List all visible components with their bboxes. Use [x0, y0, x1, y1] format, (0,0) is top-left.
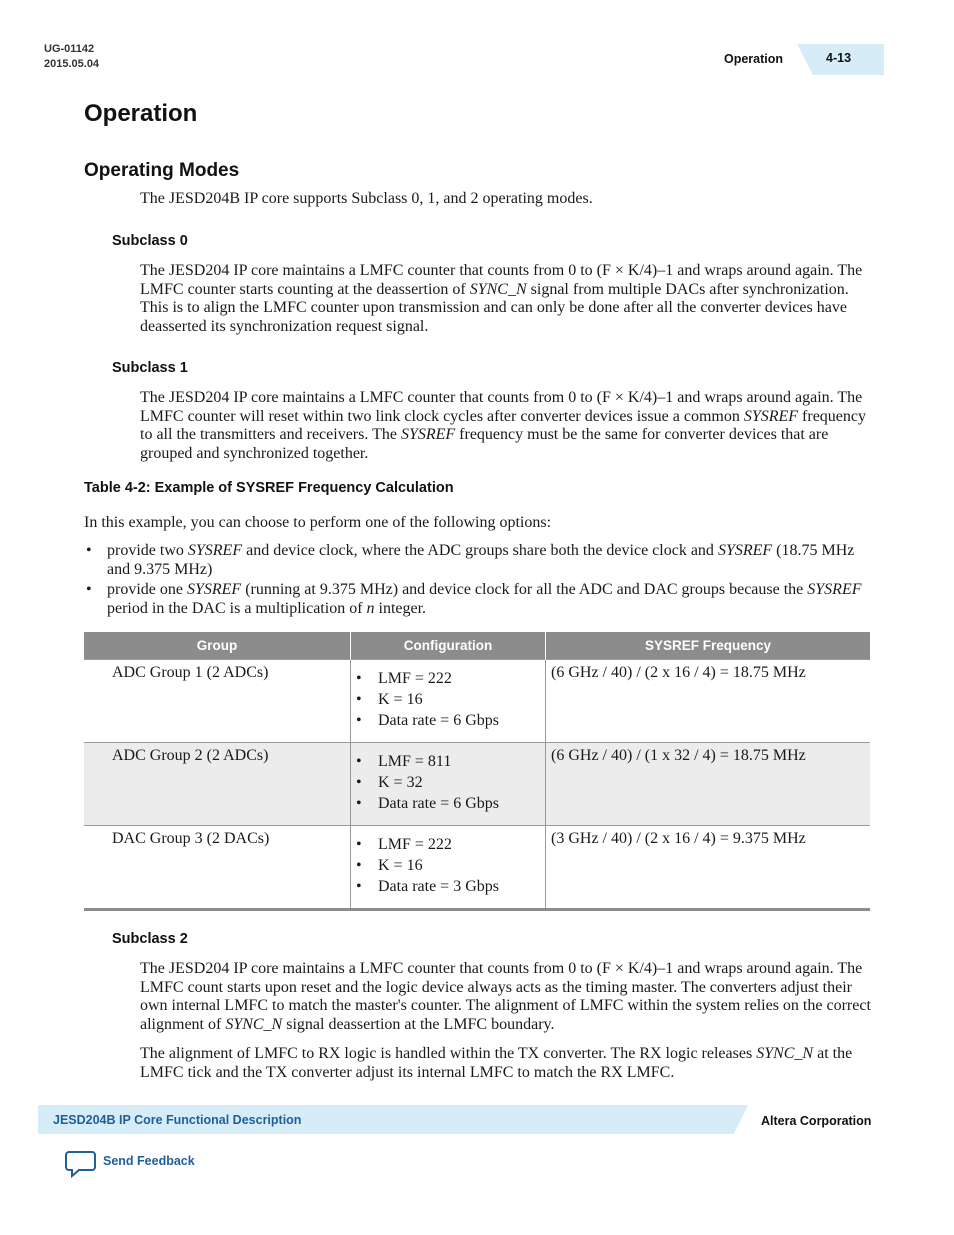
- doc-id-block: [44, 42, 99, 72]
- header-page-number: 4-13: [826, 51, 852, 65]
- cell-configuration: [351, 743, 546, 826]
- list-item: • K = 16: [378, 855, 545, 876]
- list-item: • LMF = 222: [378, 668, 545, 689]
- table-header-row: [84, 632, 870, 660]
- list-item: • K = 16: [378, 689, 545, 710]
- speech-bubble-icon[interactable]: [65, 1150, 96, 1183]
- cell-group: ADC Group 2 (2 ADCs): [84, 743, 351, 826]
- subclass1-paragraph: The JESD204 IP core maintains a LMFC counter that counts from 0 to (F × K/4)–1 and wraps around again. The LMFC counter will reset within two link clock cycles after converter devices issue a common SYSREF frequency to all the transmitters and receivers. The SYSREF frequency must be the same for converter devices that are grouped and synchronized together.: [140, 389, 867, 462]
- subclass0-paragraph: The JESD204 IP core maintains a LMFC counter that counts from 0 to (F × K/4)–1 and wraps around again. The LMFC counter starts counting at the deassertion of SYNC_N signal from multiple DACs after synchronization. This is to align the LMFC counter upon transmission and can only be done after all the converter devices have deasserted its synchronization request signal.: [140, 262, 863, 335]
- footer-company: Altera Corporation: [761, 1114, 872, 1128]
- list-item: • K = 32: [378, 772, 545, 793]
- cell-group: ADC Group 1 (2 ADCs): [84, 660, 351, 743]
- options-list: [84, 542, 874, 620]
- subclass2-paragraph-2: The alignment of LMFC to RX logic is handled within the TX converter. The RX logic releases SYNC_N at the LMFC tick and the TX converter adjust its internal LMFC to match the RX LMFC.: [140, 1045, 853, 1081]
- list-item: • LMF = 222: [378, 834, 545, 855]
- section-heading-operating-modes: Operating Modes: [84, 160, 240, 181]
- column-header-sysref-frequency: SYSREF Frequency: [546, 632, 871, 660]
- subclass2-paragraph-1: The JESD204 IP core maintains a LMFC counter that counts from 0 to (F × K/4)–1 and wraps around again. The LMFC count starts upon reset and the logic device always acts as the timing master. The converters adjust their own internal LMFC to match the master's counter. The alignment of LMFC within the system relies on the correct alignment of SYNC_N signal deassertion at the LMFC boundary.: [140, 960, 871, 1033]
- page-title: Operation: [84, 100, 198, 127]
- subclass0-heading: Subclass 0: [112, 233, 188, 249]
- table-caption: Table 4-2: Example of SYSREF Frequency Calculation: [84, 480, 454, 496]
- cell-configuration: [351, 826, 546, 910]
- footer-chapter-title[interactable]: JESD204B IP Core Functional Description: [53, 1113, 302, 1127]
- list-item: • LMF = 811: [378, 751, 545, 772]
- table-row: [84, 660, 870, 743]
- column-header-configuration: Configuration: [351, 632, 546, 660]
- column-header-group: Group: [84, 632, 351, 660]
- subclass1-heading: Subclass 1: [112, 360, 188, 376]
- doc-id: UG-01142: [44, 43, 95, 55]
- sysref-frequency-table: [84, 632, 870, 911]
- table-row: [84, 743, 870, 826]
- cell-frequency: (6 GHz / 40) / (2 x 16 / 4) = 18.75 MHz: [546, 660, 871, 743]
- cell-frequency: (3 GHz / 40) / (2 x 16 / 4) = 9.375 MHz: [546, 826, 871, 910]
- list-item: • provide one SYSREF (running at 9.375 MHz) and device clock for all the ADC and DAC groups because the SYSREF period in the DAC is a multiplication of n integer.: [84, 581, 874, 618]
- operating-modes-intro: The JESD204B IP core supports Subclass 0, 1, and 2 operating modes.: [140, 190, 593, 207]
- list-item: • Data rate = 6 Gbps: [378, 710, 545, 731]
- cell-configuration: [351, 660, 546, 743]
- subclass2-heading: Subclass 2: [112, 931, 188, 947]
- header-section-name: Operation: [724, 52, 784, 66]
- list-item: • Data rate = 3 Gbps: [378, 876, 545, 897]
- example-intro: In this example, you can choose to perform one of the following options:: [84, 514, 552, 531]
- cell-group: DAC Group 3 (2 DACs): [84, 826, 351, 910]
- table-row: [84, 826, 870, 910]
- send-feedback-link[interactable]: Send Feedback: [103, 1154, 195, 1168]
- list-item: • Data rate = 6 Gbps: [378, 793, 545, 814]
- doc-date: 2015.05.04: [44, 58, 100, 70]
- list-item: • provide two SYSREF and device clock, where the ADC groups share both the device clock and SYSREF (18.75 MHz and 9.375 MHz): [84, 542, 874, 579]
- cell-frequency: (6 GHz / 40) / (1 x 32 / 4) = 18.75 MHz: [546, 743, 871, 826]
